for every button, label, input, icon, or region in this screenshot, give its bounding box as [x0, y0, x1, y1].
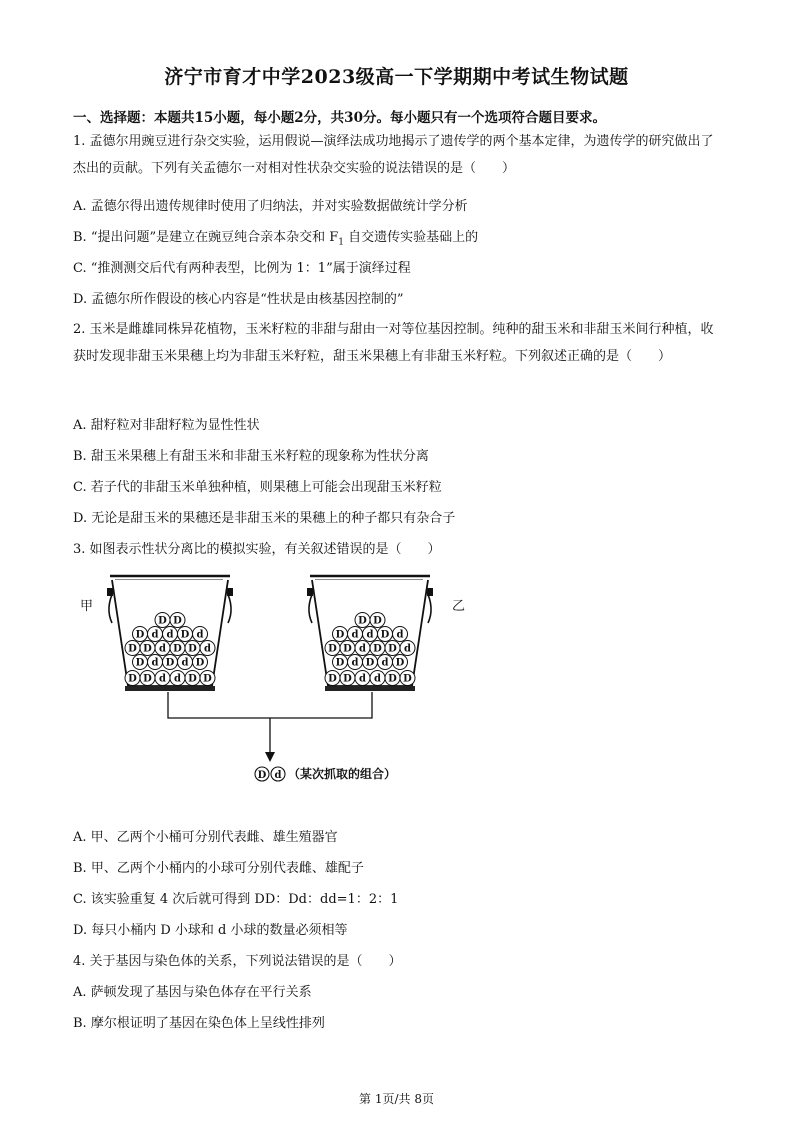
ball-label: D [135, 629, 145, 641]
q1-option-b-tail: 自交遗传实验基础上的 [344, 230, 479, 245]
ball-label: d [366, 629, 374, 641]
ball-label: d [381, 657, 389, 669]
ball-label: D [373, 643, 382, 655]
q3-option-c: C. 该实验重复 4 次后就可得到 DD：Dd：dd=1：2：1 [73, 892, 399, 907]
q2-stem: 2. 玉米是雌雄同株异花植物，玉米籽粒的非甜与甜由一对等位基因控制。纯种的甜玉米和非甜玉米间行种植，收获时发现非甜玉米果穗上均为非甜玉米籽粒，甜玉米果穗上有非甜玉米籽粒。下列叙述正确的是（ ） [73, 322, 714, 364]
result-ball-D-label: D [257, 770, 267, 781]
ball-label: D [128, 643, 137, 655]
arrow-down-icon [265, 752, 275, 762]
label-yi: 乙 [452, 599, 466, 614]
q3-option-d: D. 每只小桶内 D 小球和 d 小球的数量必须相等 [73, 923, 348, 938]
ball-label: D [188, 673, 197, 685]
q1-option-d: D. 孟德尔所作假设的核心内容是“性状是由核基因控制的” [73, 292, 404, 307]
ball-label: D [380, 629, 390, 641]
result-ball-D [255, 767, 269, 781]
ball-label: D [358, 615, 367, 627]
ball-label: d [151, 629, 159, 641]
ball-label: D [335, 629, 345, 641]
q4-stem: 4. 关于基因与染色体的关系，下列说法错误的是（ ） [73, 954, 402, 969]
ball-label: d [374, 673, 381, 685]
connector-line [168, 692, 372, 718]
ball-label: D [188, 643, 197, 655]
ball-label: d [351, 629, 359, 641]
ball-label: d [159, 643, 166, 655]
ball-label: D [158, 615, 167, 627]
bucket-figure [70, 568, 490, 790]
ball-label: D [328, 643, 337, 655]
ball-label: D [365, 657, 375, 669]
q1-stem: 1. 孟德尔用豌豆进行杂交实验，运用假说—演绎法成功地揭示了遗传学的两个基本定律，为遗传学的研究做出了杰出的贡献。下列有关孟德尔一对相对性状杂交实验的说法错误的是（ ） [73, 134, 714, 176]
ball-label: D [165, 657, 175, 669]
q1-option-b-subscript: 1 [338, 237, 344, 248]
ball-label: D [173, 643, 182, 655]
q1-option-a: A. 孟德尔得出遗传规律时使用了归纳法，并对实验数据做统计学分析 [73, 199, 468, 214]
q4-option-a: A. 萨顿发现了基因与染色体存在平行关系 [73, 985, 312, 1000]
left-bucket [107, 576, 233, 691]
ball-label: D [343, 673, 352, 685]
ball-label: D [180, 629, 190, 641]
ball-label: D [135, 657, 145, 669]
ball-label: D [195, 657, 205, 669]
result-ball-d [271, 767, 285, 781]
ball-label: d [159, 673, 166, 685]
ball-label: D [343, 643, 352, 655]
ball-label: d [196, 629, 204, 641]
ball-label: D [388, 643, 397, 655]
ball-label: D [128, 673, 137, 685]
ball-label: d [181, 657, 189, 669]
page-title: 济宁市育才中学2023级高一下学期期中考试生物试题 [164, 66, 629, 88]
result-ball-d-label: d [274, 770, 282, 781]
section-heading: 一、选择题：本题共15小题，每小题2分，共30分。每小题只有一个选项符合题目要求。 [73, 110, 606, 126]
q2-option-a: A. 甜籽粒对非甜籽粒为显性性状 [73, 418, 260, 433]
q3-stem: 3. 如图表示性状分离比的模拟实验，有关叙述错误的是（ ） [73, 542, 441, 557]
q1-option-b [73, 226, 478, 248]
q1-option-b-text: B. “提出问题”是建立在豌豆纯合亲本杂交和 F [73, 230, 339, 245]
right-bucket [307, 576, 433, 691]
ball-label: D [373, 615, 382, 627]
q4-option-b: B. 摩尔根证明了基因在染色体上呈线性排列 [73, 1016, 325, 1031]
q2-option-b: B. 甜玉米果穗上有甜玉米和非甜玉米籽粒的现象称为性状分离 [73, 449, 429, 464]
ball-label: D [143, 643, 152, 655]
ball-label: D [173, 615, 182, 627]
page-footer: 第 1页/共 8页 [359, 1092, 434, 1106]
label-jia: 甲 [80, 599, 94, 614]
figure-caption: （某次抓取的组合） [288, 767, 397, 781]
q2-option-c: C. 若子代的非甜玉米单独种植，则果穗上可能会出现甜玉米籽粒 [73, 480, 442, 495]
q3-option-b: B. 甲、乙两个小桶内的小球可分别代表雌、雄配子 [73, 861, 364, 876]
ball-label: d [359, 673, 366, 685]
ball-label: D [328, 673, 337, 685]
ball-label: d [204, 643, 211, 655]
ball-label: d [396, 629, 404, 641]
ball-label: D [203, 673, 212, 685]
q3-option-a: A. 甲、乙两个小桶可分别代表雌、雄生殖器官 [73, 830, 338, 845]
ball-label: D [395, 657, 405, 669]
ball-label: D [143, 673, 152, 685]
ball-label: d [404, 643, 411, 655]
ball-label: d [166, 629, 174, 641]
ball-label: d [351, 657, 359, 669]
ball-label: D [388, 673, 397, 685]
ball-label: d [359, 643, 366, 655]
ball-label: d [174, 673, 181, 685]
q2-option-d: D. 无论是甜玉米的果穗还是非甜玉米的果穗上的种子都只有杂合子 [73, 511, 456, 526]
q1-option-c: C. “推测测交后代有两种表型，比例为 1：1”属于演绎过程 [73, 261, 411, 276]
ball-label: d [151, 657, 159, 669]
ball-label: D [335, 657, 345, 669]
ball-label: D [403, 673, 412, 685]
